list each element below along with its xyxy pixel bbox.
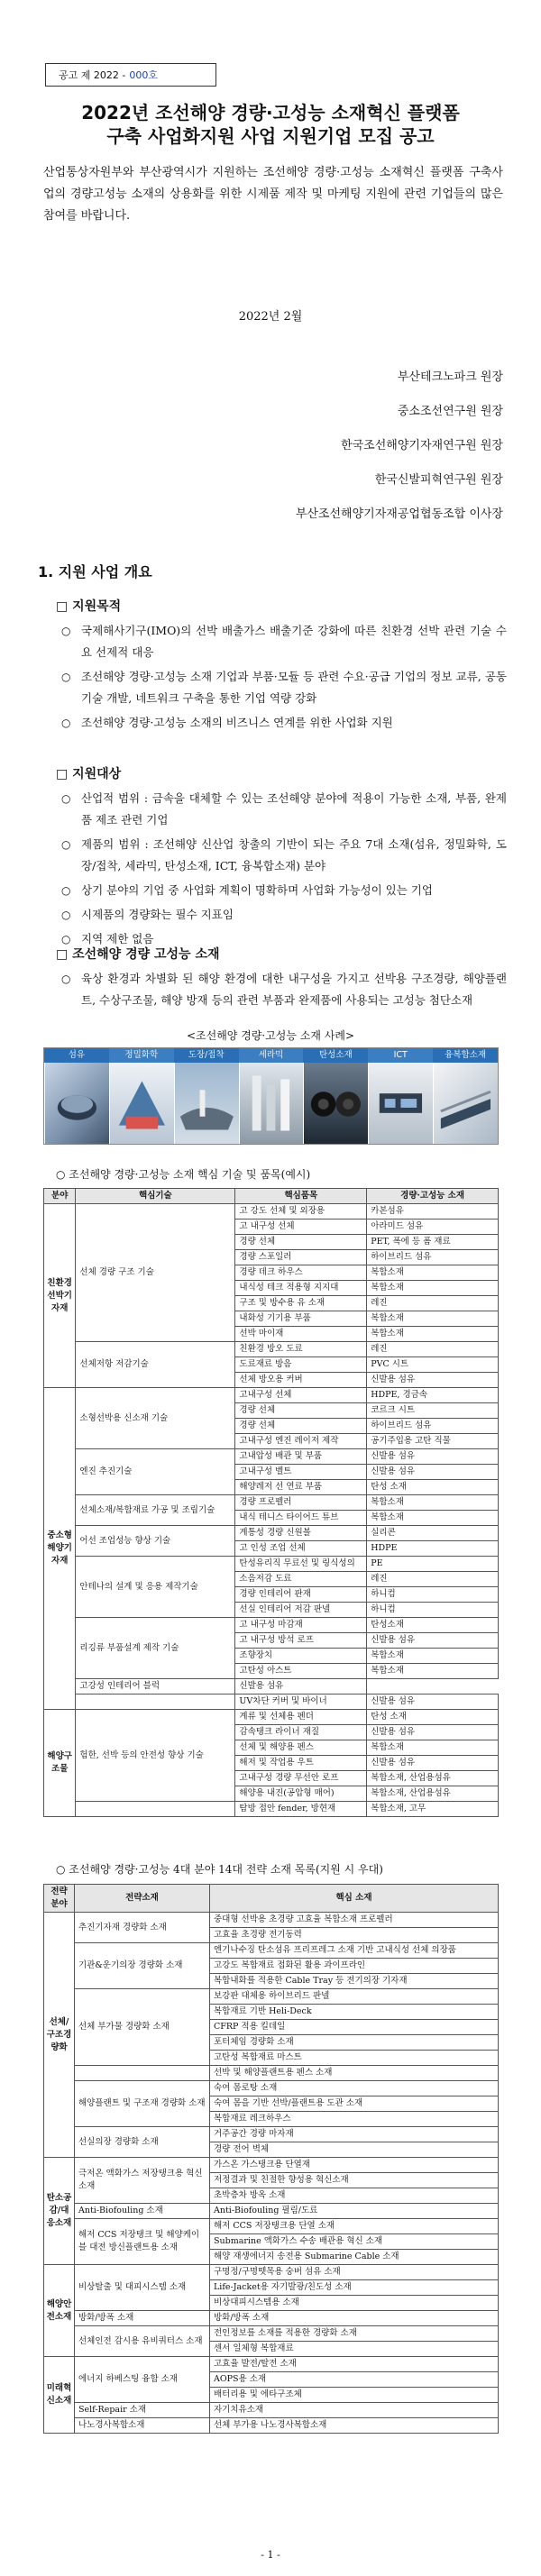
material-cell: 신발용 섬유: [367, 1465, 499, 1480]
core-material-cell: 센서 일체형 복합재료: [210, 2342, 499, 2357]
category-cell: 선체/구조경량화: [44, 1913, 75, 2158]
issuing-organizations: [296, 361, 503, 532]
list-item: ○ 시제품의 경량화는 필수 지표임: [56, 904, 507, 926]
page-title-line2: 구축 사업화지원 사업 지원기업 모집 공고: [106, 125, 435, 147]
category-cell: 탄소공감/대응소재: [44, 2158, 75, 2265]
tech-cell: 선체저항 저감기술: [76, 1342, 235, 1388]
table-row: [44, 1342, 499, 1357]
material-cell: 탄성소재: [367, 1618, 499, 1633]
notice-number-box: [45, 63, 216, 87]
core-material-cell: 고효율 초경량 전기동력: [210, 1928, 499, 1943]
item-cell: 고내구성 엔진 레이저 제작: [235, 1434, 367, 1449]
item-cell: 선실 인테리어 저감 판넬: [235, 1603, 367, 1618]
list-item: ○ 조선해양 경량·고성능 소재 기업과 부품·모듈 등 관련 수요·공급 기업의 정보 교류, 공동 기술 개발, 네트워크 구축을 통한 기업 역량 강화: [56, 666, 507, 709]
item-cell: 고 강도 선체 및 외장용: [235, 1204, 367, 1219]
strategic-material-cell: 선체인전 감시용 유비쿼터스 소재: [75, 2326, 210, 2357]
material-cell: PE: [367, 1557, 499, 1572]
material-cell: 신발용 섬유: [367, 1449, 499, 1465]
core-material-cell: 보강판 대체용 하이브리드 판넬: [210, 1989, 499, 2005]
fiber-image: [44, 1063, 109, 1144]
target-list: [56, 788, 507, 950]
list-item: ○ 지역 제한 없음: [56, 928, 507, 950]
column-header: 전략소재: [75, 1885, 210, 1913]
core-material-cell: 해저 CCS 저장탱크용 단열 소재: [210, 2219, 499, 2234]
core-material-cell: AOPS용 소재: [210, 2372, 499, 2388]
table-row: [44, 1495, 499, 1511]
core-material-cell: 포터체임 경량화 소재: [210, 2035, 499, 2051]
item-cell: 감속탱크 라이너 재질: [235, 1725, 367, 1740]
item-cell: 구조 및 방수용 유 소재: [235, 1296, 367, 1311]
material-cell: 복합소재, 산업용섬유: [367, 1771, 499, 1786]
table-header-row: [44, 1189, 499, 1204]
table-row: [44, 1694, 499, 1710]
item-cell: 해저 및 작업용 우트: [235, 1756, 367, 1771]
category-cell: 해양구조물: [44, 1710, 76, 1817]
core-material-cell: Submarine 액화가스 수송 배관용 혁신 소재: [210, 2234, 499, 2250]
table-row: [44, 1989, 499, 2005]
strategic-material-cell: 해저 CCS 저장탱크 및 해양케이블 대전 방신플랜트용 소재: [75, 2219, 210, 2265]
column-header: 핵심품목: [235, 1189, 367, 1204]
list-item: ○ 조선해양 경량·고성능 소재의 비즈니스 연계를 위한 사업화 지원: [56, 712, 507, 734]
material-example-strip: [43, 1047, 499, 1145]
material-cell: 복합소재, 산업용섬유: [367, 1786, 499, 1802]
core-material-cell: 거주공간 경량 마자재: [210, 2127, 499, 2142]
column-header: 핵심기술: [76, 1189, 235, 1204]
material-cell: 신발용 섬유: [235, 1679, 367, 1694]
item-cell: 고탄성 아스트: [235, 1664, 367, 1679]
table-row: [44, 2311, 499, 2326]
column-header: 핵심 소재: [210, 1885, 499, 1913]
material-cell: 복합소재: [367, 1740, 499, 1756]
material-cell: 신발용 섬유: [367, 1373, 499, 1388]
table1-caption: ○ 조선해양 경량·고성능 소재 핵심 기술 및 품목(예시): [56, 1168, 311, 1181]
chemical-image: [109, 1063, 174, 1144]
strategic-material-cell: 나노경사복합소재: [75, 2418, 210, 2434]
material-cell: 복합소재: [367, 1281, 499, 1296]
core-material-cell: 엔기나수징 탄소섬유 프리프레그 소재 기반 고내식성 선체 의장품: [210, 1943, 499, 1959]
strategic-material-cell: 극저온 액화가스 저장탱크용 혁신소재: [75, 2158, 210, 2204]
item-cell: 고 내구성 선체: [235, 1219, 367, 1235]
list-item: ○ 육상 환경과 차별화 된 해양 환경에 대한 내구성을 가지고 선박용 구조경량, 해양플랜트, 수상구조물, 해양 방재 등의 관련 부품과 완제품에 사용되는 고성능 첨단소재: [56, 968, 507, 1011]
core-material-cell: 고강도 복합재료 접화된 활용 과이프라인: [210, 1959, 499, 1974]
material-cell: 레진: [367, 1342, 499, 1357]
composite-image: [433, 1063, 498, 1144]
material-cell: 하이브리드 섬유: [367, 1419, 499, 1434]
table-row: [44, 2158, 499, 2173]
core-material-cell: 초박층차 방옥 소재: [210, 2188, 499, 2204]
category-cell: 친환경선박기자재: [44, 1204, 76, 1388]
core-material-cell: 배터리용 및 에타구조체: [210, 2388, 499, 2403]
column-header: 경량·고성능 소재: [367, 1189, 499, 1204]
core-material-cell: 고탄성 복합재료 마스트: [210, 2051, 499, 2066]
item-cell: 내식성 테크 적용형 지지대: [235, 1281, 367, 1296]
core-material-cell: 복합재료 레크하우스: [210, 2112, 499, 2127]
material-cell: 복합소재: [367, 1511, 499, 1526]
strategic-material-cell: 방화/방폭 소재: [75, 2311, 210, 2326]
item-cell: 경량 선체: [235, 1419, 367, 1434]
strip-header-label: 섬유: [44, 1048, 109, 1063]
tech-cell: 엔진 추진기술: [76, 1449, 235, 1495]
strategic-material-cell: Self-Repair 소재: [75, 2403, 210, 2418]
material-cell: 신발용 섬유: [367, 1756, 499, 1771]
tech-cell: 선체 경량 구조 기술: [76, 1204, 235, 1342]
material-cell: HDPE, 경금속: [367, 1388, 499, 1403]
strip-header-label: 세라믹: [239, 1048, 304, 1063]
tech-cell: 어선 조업성능 향상 기술: [76, 1526, 235, 1557]
core-material-cell: 선체 부가용 나노경사복합소재: [210, 2418, 499, 2434]
category-cell: 미래혁신소재: [44, 2357, 75, 2434]
coating-image: [174, 1063, 239, 1144]
material-cell: 하이브리드 섬유: [367, 1250, 499, 1265]
tech-cell: 험한, 선박 등의 안전성 향상 기술: [76, 1710, 235, 1802]
core-material-cell: 전인정보를 소재를 적용한 경량화 소재: [210, 2326, 499, 2342]
strip-header-label: 융복합소재: [433, 1048, 498, 1063]
material-example-caption: <조선해양 경량·고성능 소재 사례>: [186, 1029, 355, 1042]
material-cell: 레진: [367, 1296, 499, 1311]
core-material-cell: 중대형 선박용 초경량 고효율 복합소재 프로펠러: [210, 1913, 499, 1928]
ceramic-image: [239, 1063, 304, 1144]
core-material-cell: 숙여 몸을 기반 선박/플랜트용 도관 소재: [210, 2096, 499, 2112]
item-cell: 탐방 접안 fender, 방현재: [235, 1802, 367, 1817]
strategic-material-cell: 해양플랜트 및 구조재 경량화 소재: [75, 2081, 210, 2127]
material-cell: 하니컴: [367, 1603, 499, 1618]
table-row: [44, 1710, 499, 1725]
category-cell: 중소형해양기자재: [44, 1388, 76, 1710]
item-cell: 내식 테니스 타이어드 튜브: [235, 1511, 367, 1526]
item-cell: 경량 선체: [235, 1403, 367, 1419]
item-cell: 도료재료 방음: [235, 1357, 367, 1373]
org-name: 부산조선해양기자재공업협동조합 이사장: [295, 507, 503, 521]
core-material-cell: 저정결과 및 친절한 향성용 혁신소재: [210, 2173, 499, 2188]
tech-cell: 선체소재/복합재료 가공 및 조립기술: [76, 1495, 235, 1526]
purpose-heading: □ 지원목적: [56, 599, 122, 614]
column-header: 분야: [44, 1189, 76, 1204]
core-material-cell: Life-Jacket용 자기발광/친도성 소재: [210, 2280, 499, 2296]
material-cell: 복합소재: [367, 1495, 499, 1511]
table-row: [44, 2127, 499, 2142]
table-row: [44, 2066, 499, 2081]
material-cell: 복합소재: [367, 1649, 499, 1664]
target-heading: □ 지원대상: [56, 767, 122, 781]
list-item: ○ 상기 분야의 기업 중 사업화 계획이 명확하며 사업화 가능성이 있는 기업: [56, 880, 507, 901]
material-cell: PVC 시트: [367, 1357, 499, 1373]
material-cell: 복합소재: [367, 1664, 499, 1679]
list-item: ○ 산업적 범위 : 금속을 대체할 수 있는 조선해양 분야에 적용이 가능한 소재, 부품, 완제품 제조 관련 기업: [56, 788, 507, 831]
material-cell: PET, 폭에 등 폼 재료: [367, 1235, 499, 1250]
strategic-material-cell: Anti-Biofouling 소재: [75, 2204, 210, 2219]
material-cell: 신발용 섬유: [367, 1633, 499, 1649]
material-cell: 신발용 섬유: [367, 1694, 499, 1710]
core-material-cell: 비상대피시스템용 소재: [210, 2296, 499, 2311]
strategic-material-table: [43, 1884, 499, 2434]
item-cell: 선체 및 해양용 펜스: [235, 1740, 367, 1756]
table-row: [44, 1913, 499, 1928]
table-row: [44, 2357, 499, 2372]
item-cell: 고내구성 벨트: [235, 1465, 367, 1480]
tech-cell: 리깅류 부품설계 제작 기술: [76, 1618, 235, 1679]
page-number: - 1 -: [261, 2549, 280, 2561]
core-material-cell: Anti-Biofouling 필림/도료: [210, 2204, 499, 2219]
table-row: [44, 1679, 499, 1694]
target-block: [56, 764, 507, 953]
material-cell: 공기주입용 고탄 직물: [367, 1434, 499, 1449]
strip-header-label: 정밀화학: [109, 1048, 174, 1063]
item-cell: 조향장치: [235, 1649, 367, 1664]
table-row: [44, 2403, 499, 2418]
material-cell: 탄성 소재: [367, 1480, 499, 1495]
item-cell: 고 내구성 마감재: [235, 1618, 367, 1633]
category-cell: 해양안전소재: [44, 2265, 75, 2357]
material-cell: 레진: [367, 1572, 499, 1587]
strip-header-label: ICT: [368, 1048, 433, 1063]
org-name: 중소조선연구원 원장: [397, 405, 503, 418]
strip-header-label: 탄성소재: [303, 1048, 368, 1063]
org-name: 한국신발피혁연구원 원장: [374, 473, 503, 487]
core-material-cell: 방화/방폭 소재: [210, 2311, 499, 2326]
core-material-cell: 숙여 몸로탕 소재: [210, 2081, 499, 2096]
table-row: [44, 1618, 499, 1633]
item-cell: 경량 데크 하우스: [235, 1265, 367, 1281]
item-cell: 친환경 방오 도료: [235, 1342, 367, 1357]
material-cell: 탄성 소재: [367, 1710, 499, 1725]
list-item: ○ 국제해사기구(IMO)의 선박 배출가스 배출기준 강화에 따른 친환경 선박 관련 기술 수요 선제적 대응: [56, 620, 507, 663]
org-name: 한국조선해양기자재연구원 원장: [341, 439, 503, 452]
strategic-material-cell: 선체 부가물 경량화 소재: [75, 1989, 210, 2066]
table-row: [44, 2219, 499, 2234]
intro-paragraph: 산업통상자원부와 부산광역시가 지원하는 조선해양 경량·고성능 소재혁신 플랫폼 구축사업의 경량고성능 소재의 상용화를 위한 시제품 제작 및 마케팅 지원에 관련 기업들의 많은 참여를 바랍니다.: [43, 166, 503, 223]
announcement-date: 2022년 2월: [238, 310, 303, 324]
table-row: [44, 2081, 499, 2096]
notice-number: 000호: [129, 69, 158, 81]
item-cell: 해양용 내진(공압형 매어): [235, 1786, 367, 1802]
ict-image: [368, 1063, 433, 1144]
core-material-cell: 복합내화를 적용한 Cable Tray 등 전기의장 기자재: [210, 1974, 499, 1989]
material-heading: □ 조선해양 경량 고성능 소재: [56, 947, 220, 962]
material-cell: 아라미드 섬유: [367, 1219, 499, 1235]
notice-prefix: 공고 제 2022 -: [59, 69, 126, 81]
material-cell: 하니컴: [367, 1587, 499, 1603]
item-cell: 선박 마이재: [235, 1327, 367, 1342]
item-cell: UV차단 커버 및 바이너: [235, 1694, 367, 1710]
org-name: 부산테크노파크 원장: [397, 370, 503, 384]
item-cell: 고 내구성 방석 로프: [235, 1633, 367, 1649]
item-cell: 경량 스포일러: [235, 1250, 367, 1265]
item-cell: 고내구성 선체: [235, 1388, 367, 1403]
table2-caption: ○ 조선해양 경량·고성능 4대 분야 14대 전략 소재 목록(지원 시 우대): [56, 1863, 383, 1876]
core-material-cell: 자기치유소재: [210, 2403, 499, 2418]
table-row: [44, 1526, 499, 1541]
item-cell: 소음저감 도료: [235, 1572, 367, 1587]
item-cell: 경량 선체: [235, 1235, 367, 1250]
core-material-cell: 구명정/구명뗏목용 숭버 섬유 소재: [210, 2265, 499, 2280]
core-material-cell: 해양 재생에너지 송전용 Submarine Cable 소재: [210, 2250, 499, 2265]
strategic-material-cell: 추진기자재 경량화 소재: [75, 1913, 210, 1943]
material-cell: 복합소재, 고무: [367, 1802, 499, 1817]
strategic-material-cell: [75, 2066, 210, 2081]
strategic-material-cell: 에너지 하베스팅 융합 소재: [75, 2357, 210, 2403]
table-row: [44, 1449, 499, 1465]
core-material-cell: 고효율 발전/탈전 소재: [210, 2357, 499, 2372]
elastomer-image: [303, 1063, 368, 1144]
section-heading-overview: 1. 지원 사업 개요: [38, 563, 152, 580]
table-row: [44, 1557, 499, 1572]
item-cell: 고내구성 경량 무선안 로프: [235, 1771, 367, 1786]
core-material-cell: 경량 전어 벽체: [210, 2142, 499, 2158]
item-cell: 고강성 인테리어 블럭: [76, 1679, 235, 1694]
table-row: [44, 2418, 499, 2434]
purpose-list: [56, 620, 507, 734]
strategic-material-cell: 비상탈출 및 대피시스템 소재: [75, 2265, 210, 2311]
material-cell: 실리콘: [367, 1526, 499, 1541]
table-row: [44, 1802, 499, 1817]
table-row: [44, 2265, 499, 2280]
item-cell: 고내압성 배관 및 부품: [235, 1449, 367, 1465]
material-list: [56, 968, 507, 1011]
tech-cell: 안테나의 설계 및 응용 제작기술: [76, 1557, 235, 1618]
core-material-cell: 가스온 가스탱크용 단열재: [210, 2158, 499, 2173]
material-cell: 복합소재: [367, 1327, 499, 1342]
material-cell: 코르크 시트: [367, 1403, 499, 1419]
core-material-cell: 복합재료 기반 Heli-Deck: [210, 2005, 499, 2020]
core-material-cell: CFRP 적용 킬데일: [210, 2020, 499, 2035]
item-cell: 탄성유리직 무료선 및 링식성의: [235, 1557, 367, 1572]
item-cell: 계류 및 선체용 펜더: [235, 1710, 367, 1725]
item-cell: 경량 인테리어 판재: [235, 1587, 367, 1603]
material-cell: 복합소재: [367, 1311, 499, 1327]
column-header: 전략분야: [44, 1885, 75, 1913]
table-header-row: [44, 1885, 499, 1913]
core-tech-table: [43, 1188, 499, 1817]
material-cell: 신발용 섬유: [367, 1725, 499, 1740]
material-example-images: [44, 1063, 498, 1144]
strip-header-label: 도장/접착: [174, 1048, 239, 1063]
purpose-block: [56, 597, 507, 736]
material-block: [56, 945, 507, 1014]
material-cell: 카본섬유: [367, 1204, 499, 1219]
page-title-line1: 2022년 조선해양 경량·고성능 소재혁신 플랫폼: [81, 102, 460, 123]
item-cell: 내화성 기기용 부품: [235, 1311, 367, 1327]
core-material-cell: 선박 및 해양플랜트용 펜스 소재: [210, 2066, 499, 2081]
strategic-material-cell: 기관&운기의장 경량화 소재: [75, 1943, 210, 1989]
tech-cell: 소형선박용 신소재 기술: [76, 1388, 235, 1449]
strategic-material-cell: 선실의장 경량화 소재: [75, 2127, 210, 2158]
table-row: [44, 2204, 499, 2219]
tech-cell: [76, 1802, 235, 1817]
item-cell: 경량 프로펠러: [235, 1495, 367, 1511]
tech-cell: [76, 1694, 235, 1710]
table-row: [44, 2326, 499, 2342]
item-cell: 고 인성 조업 선체: [235, 1541, 367, 1557]
material-cell: HDPE: [367, 1541, 499, 1557]
table-row: [44, 1943, 499, 1959]
item-cell: 계통성 경량 신원볼: [235, 1526, 367, 1541]
list-item: ○ 제품의 범위 : 조선해양 신산업 창출의 기반이 되는 주요 7대 소재(섬유, 정밀화학, 도장/접착, 세라믹, 탄성소재, ICT, 융복합소재) 분야: [56, 834, 507, 877]
table-row: [44, 1204, 499, 1219]
item-cell: 해양레저 선 연료 부품: [235, 1480, 367, 1495]
item-cell: 선체 방오용 커버: [235, 1373, 367, 1388]
table-row: [44, 1388, 499, 1403]
material-cell: 복합소재: [367, 1265, 499, 1281]
